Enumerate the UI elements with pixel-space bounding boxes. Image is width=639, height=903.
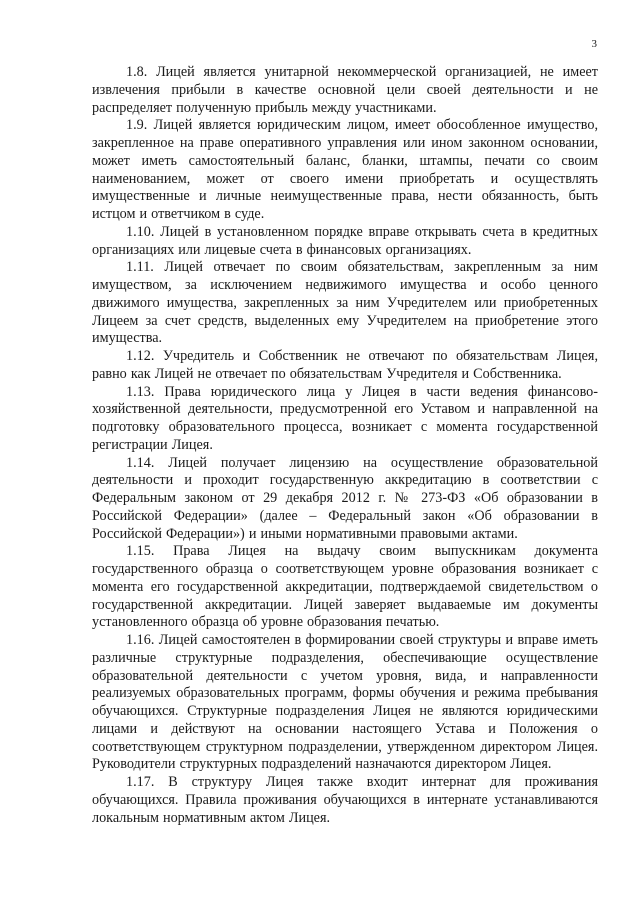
paragraph-1-16: 1.16. Лицей самостоятелен в формировании своей структуры и вправе иметь различные структурные подразделения, обеспечивающие осуществление образовательной деятельности с учетом уровня, вида, и направленности реализуемых образовательных программ, формы обучения и режима пребывания обучающихся. Структурные подразделения Лицея не являются юридическими лицами и действуют на основании настоящего Устава и Положения о соответствующем структурном подразделении, утвержденном директором Лицея. Руководители структурных подразделений назначаются директором Лицея.	[92, 632, 598, 773]
paragraph-1-9: 1.9. Лицей является юридическим лицом, имеет обособленное имущество, закрепленное на праве оперативного управления или ином законном основании, может иметь самостоятельный баланс, бланки, штампы, печати со своим наименованием, может от своего имени приобретать и осуществлять имущественные и личные неимущественные права, нести обязанность, быть истцом и ответчиком в суде.	[92, 117, 598, 222]
paragraph-1-17: 1.17. В структуру Лицея также входит интернат для проживания обучающихся. Правила проживания обучающихся в интернате устанавливаются локальным нормативным актом Лицея.	[92, 774, 598, 826]
document-body	[92, 64, 598, 827]
paragraph-1-14: 1.14. Лицей получает лицензию на осуществление образовательной деятельности и проходит государственную аккредитацию в соответствии с Федеральным законом от 29 декабря 2012 г. № 273-ФЗ «Об образовании в Российской Федерации» (далее – Федеральный закон «Об образовании в Российской Федерации») и иными нормативными правовыми актами.	[92, 454, 598, 542]
paragraph-1-10: 1.10. Лицей в установленном порядке вправе открывать счета в кредитных организациях или лицевые счета в финансовых организациях.	[92, 223, 598, 258]
paragraph-1-8: 1.8. Лицей является унитарной некоммерческой организацией, не имеет извлечения прибыли в качестве основной цели своей деятельности и не распределяет полученную прибыль между участниками.	[92, 64, 598, 116]
page-number: 3	[591, 38, 597, 50]
paragraph-1-12: 1.12. Учредитель и Собственник не отвечают по обязательствам Лицея, равно как Лицей не отвечает по обязательствам Учредителя и Собственника.	[92, 348, 598, 382]
paragraph-1-11: 1.11. Лицей отвечает по своим обязательствам, закрепленным за ним имуществом, за исключением недвижимого имущества и особо ценного движимого имущества, закрепленных за ним Учредителем или приобретенных Лицеем за счет средств, выделенных ему Учредителем на приобретение этого имущества.	[92, 259, 598, 347]
paragraph-1-13: 1.13. Права юридического лица у Лицея в части ведения финансово-хозяйственной деятельности, предусмотренной его Уставом и направленной на подготовку образовательного процесса, возникает с момента государственной регистрации Лицея.	[92, 383, 598, 453]
paragraph-1-15: 1.15. Права Лицея на выдачу своим выпускникам документа государственного образца о соответствующем уровне образования возникает с момента его государственной аккредитации, подтверждаемой свидетельством о государственной аккредитации. Лицей заверяет выдаваемые им документы установленного образца об уровне образования печатью.	[92, 543, 598, 631]
